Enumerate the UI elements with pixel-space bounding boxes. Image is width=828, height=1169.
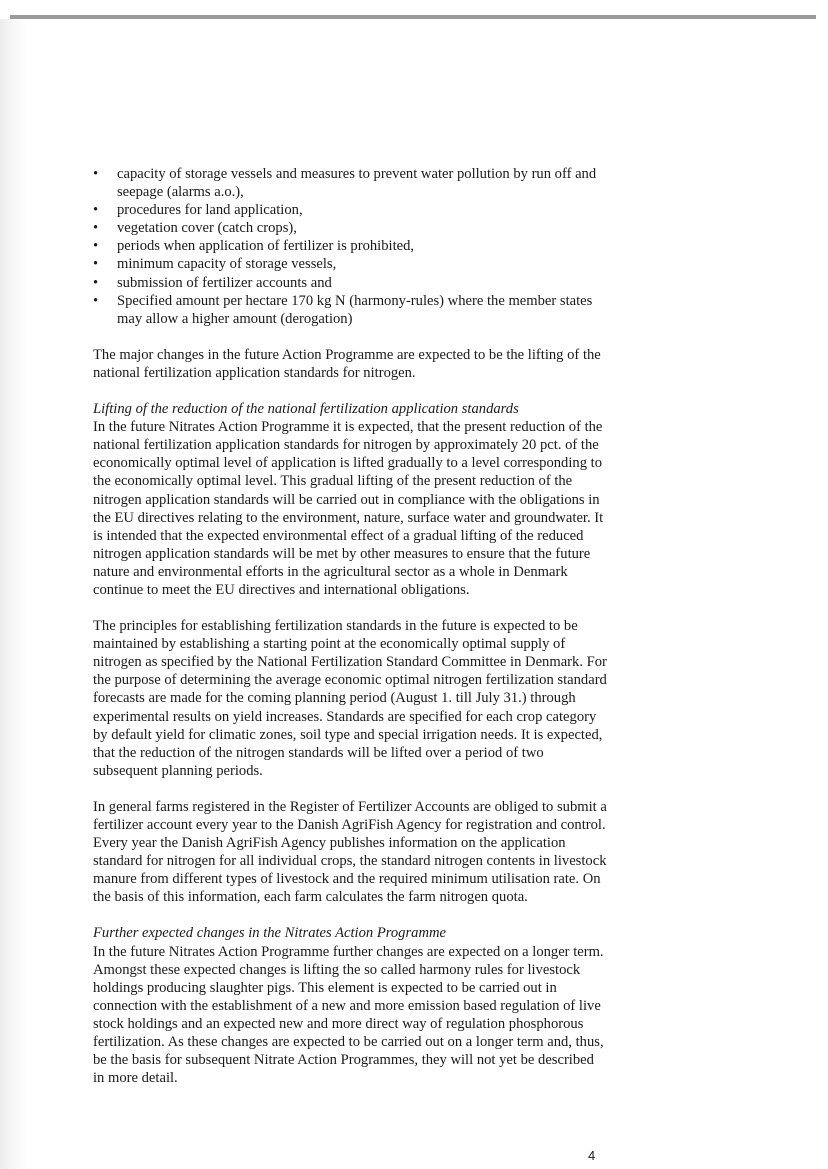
bullet-text: procedures for land application,	[117, 202, 303, 219]
section-heading-further-changes: Further expected changes in the Nitrates Action Programme	[93, 925, 447, 942]
bullet-dot: •	[93, 274, 99, 291]
paragraph: In general farms registered in the Register of Fertilizer Accounts are obliged to submit a fertilizer account every year to the Danish AgriFish Agency for registration and control. Every year the Danish AgriFish Agency publishes information on the application standard for nitrogen for all individual crops, the standard nitrogen contents in livestock manure from different types of livestock and the required minimum utilisation rate. On the basis of this information, each farm calculates the farm nitrogen quota.	[93, 798, 607, 906]
paragraph: In the future Nitrates Action Programme it is expected, that the present reduction of the national fertilization application standards for nitrogen by approximately 20 pct. of the economically optimal level of application is lifted gradually to a level corresponding to the economically optimal level. This gradual lifting of the present reduction of the nitrogen application standards will be carried out in compliance with the obligations in the EU directives relating to the environment, nature, surface water and groundwater. It is intended that the expected environmental effect of a gradual lifting of the reduced nitrogen application standards will be met by other measures to ensure that the future nature and environmental efforts in the agricultural sector as a whole in Denmark continue to meet the EU directives and international obligations.	[93, 419, 604, 598]
bullet-dot: •	[93, 202, 99, 219]
document-body	[93, 165, 608, 1087]
bullet-text: vegetation cover (catch crops),	[117, 220, 297, 237]
bullet-dot: •	[93, 292, 99, 309]
bullet-item	[93, 165, 608, 201]
section-heading-lifting: Lifting of the reduction of the national fertilization application standards	[93, 401, 519, 418]
bullet-dot: •	[93, 256, 99, 273]
intro-paragraph: The major changes in the future Action Programme are expected to be the lifting of the national fertilization application standards for nitrogen.	[93, 346, 601, 381]
bullet-text: Specified amount per hectare 170 kg N (harmony-rules) where the member states may allow a higher amount (derogation)	[117, 292, 593, 327]
paragraph: The principles for establishing fertilization standards in the future is expected to be maintained by establishing a starting point at the economically optimal supply of nitrogen as specified by the National Fertilization Standard Committee in Denmark. For the purpose of determining the average economic optimal nitrogen fertilization standard forecasts are made for the coming planning period (August 1. till July 31.) through experimental results on yield increases. Standards are specified for each crop category by default yield for climatic zones, soil type and special irrigation needs. It is expected, that the reduction of the nitrogen standards will be lifted over a period of two subsequent planning periods.	[93, 618, 607, 779]
bullet-item	[93, 219, 608, 237]
paragraph: In the future Nitrates Action Programme further changes are expected on a longer term. Amongst these expected changes is lifting the so called harmony rules for livestock holdings producing slaughter pigs. This element is expected to be carried out in connection with the establishment of a new and more emission based regulation of live stock holdings and an expected new and more direct way of regulation phosphorous fertilization. As these changes are expected to be carried out on a longer term and, thus, be the basis for subsequent Nitrate Action Programmes, they will not yet be described in more detail.	[93, 943, 604, 1087]
bullet-item	[93, 292, 608, 328]
bullet-dot: •	[93, 166, 99, 182]
bullet-item	[93, 237, 608, 255]
bullet-item	[93, 274, 608, 292]
bullet-text: capacity of storage vessels and measures to prevent water pollution by run off and seepage (alarms a.o.),	[117, 166, 597, 201]
bullet-text: minimum capacity of storage vessels,	[117, 256, 337, 273]
bullet-item	[93, 255, 608, 273]
bullet-item	[93, 201, 608, 219]
top-rule	[10, 15, 816, 19]
bullet-text: submission of fertilizer accounts and	[117, 274, 332, 291]
requirements-bullet-list	[93, 165, 608, 328]
scan-edge-shadow	[0, 19, 28, 1169]
bullet-dot: •	[93, 238, 99, 255]
bullet-text: periods when application of fertilizer is prohibited,	[117, 238, 415, 255]
page-number: 4	[588, 1148, 596, 1163]
bullet-dot: •	[93, 220, 99, 237]
